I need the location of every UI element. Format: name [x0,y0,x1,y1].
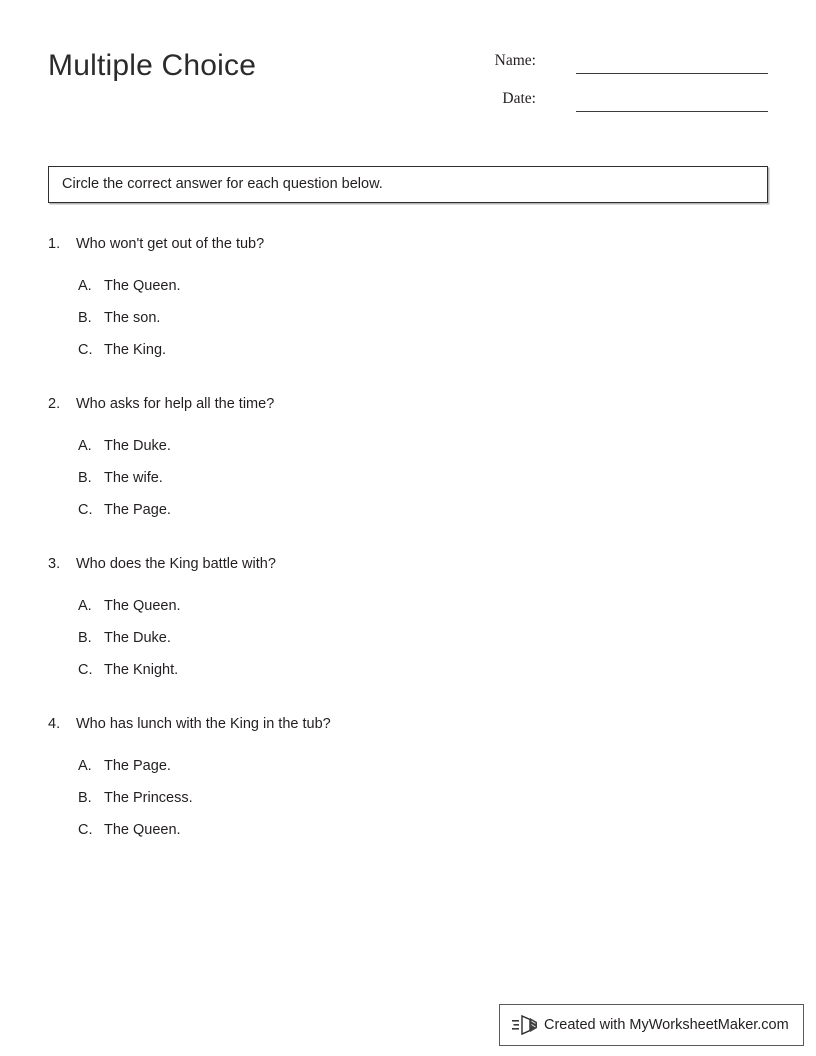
answer-options [0,748,816,854]
created-with-badge[interactable] [499,1004,804,1046]
question-text: Who has lunch with the King in the tub? [76,716,331,732]
answer-option[interactable] [0,598,816,630]
question-heading [0,236,816,268]
answer-text: The Duke. [104,438,171,454]
name-field-row [470,50,770,88]
myworksheetmaker-logo-icon [512,1013,538,1037]
answer-text: The Knight. [104,662,179,678]
question-text: Who does the King battle with? [76,556,276,572]
answer-text: The wife. [104,470,163,486]
question-heading [0,556,816,588]
answer-letter: A. [78,758,92,774]
question-text: Who asks for help all the time? [76,396,275,412]
question-number: 4. [48,716,61,732]
answer-option[interactable] [0,342,816,374]
answer-letter: B. [78,310,92,326]
answer-letter: A. [78,598,92,614]
question-heading [0,716,816,748]
worksheet-header [0,0,816,140]
answer-text: The Queen. [104,598,181,614]
answer-text: The Queen. [104,822,181,838]
answer-letter: B. [78,470,92,486]
question-block [0,716,816,854]
question-number: 3. [48,556,61,572]
answer-option[interactable] [0,758,816,790]
date-field-label: Date: [502,90,536,107]
answer-option[interactable] [0,310,816,342]
student-info-fields [470,50,770,126]
answer-letter: B. [78,790,92,806]
answer-option[interactable] [0,470,816,502]
question-text: Who won't get out of the tub? [76,236,265,252]
page-title: Multiple Choice [48,49,257,82]
answer-letter: C. [78,662,93,678]
answer-option[interactable] [0,502,816,534]
instructions-box [48,166,768,203]
answer-text: The Page. [104,758,171,774]
name-field-label: Name: [494,52,536,69]
answer-options [0,588,816,694]
question-block [0,236,816,374]
answer-text: The Queen. [104,278,181,294]
instructions-text: Circle the correct answer for each question below. [62,176,383,192]
answer-letter: B. [78,630,92,646]
date-field-input-line[interactable] [576,111,768,112]
name-field-input-line[interactable] [576,73,768,74]
answer-letter: C. [78,822,93,838]
question-heading [0,396,816,428]
question-block [0,556,816,694]
answer-option[interactable] [0,790,816,822]
answer-text: The Princess. [104,790,193,806]
answer-text: The King. [104,342,167,358]
answer-option[interactable] [0,630,816,662]
answer-text: The Duke. [104,630,171,646]
answer-text: The son. [104,310,161,326]
questions-list [0,236,816,876]
answer-letter: A. [78,438,92,454]
answer-option[interactable] [0,438,816,470]
answer-option[interactable] [0,822,816,854]
answer-options [0,268,816,374]
answer-letter: C. [78,342,93,358]
answer-text: The Page. [104,502,171,518]
question-number: 2. [48,396,61,412]
answer-option[interactable] [0,278,816,310]
date-field-row [470,88,770,126]
answer-options [0,428,816,534]
answer-letter: C. [78,502,93,518]
answer-letter: A. [78,278,92,294]
question-block [0,396,816,534]
created-with-text: Created with MyWorksheetMaker.com [544,1017,789,1033]
question-number: 1. [48,236,61,252]
answer-option[interactable] [0,662,816,694]
